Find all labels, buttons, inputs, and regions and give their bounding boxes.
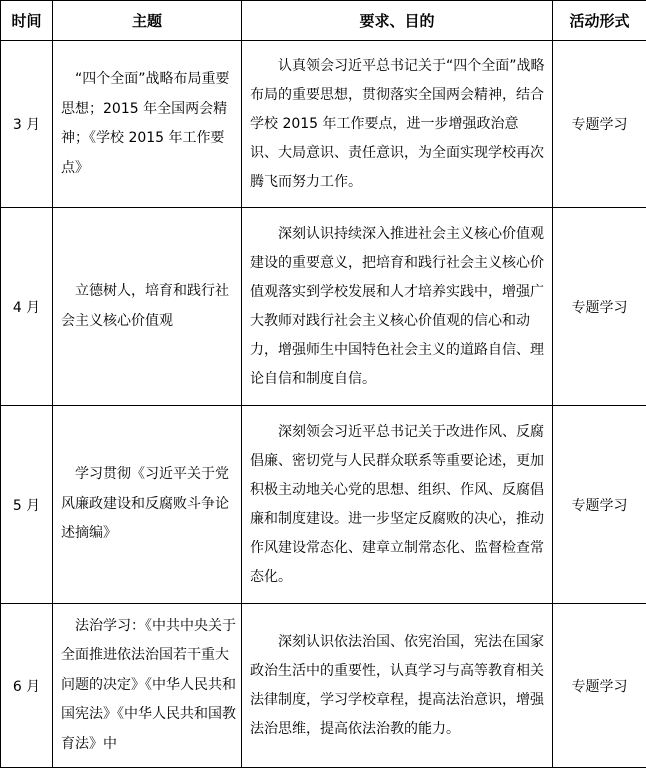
requirement-text: 认真领会习近平总书记关于“四个全面”战略布局的重要思想，贯彻落实全国两会精神，结合学校 2015 年工作要点，进一步增强政治意识、大局意识、责任意识，为全面实现学校再次腾飞而努力工作。 <box>242 52 552 197</box>
requirement-cell <box>242 41 553 208</box>
topic-text: 法治学习：《中共中央关于全面推进依法治国若干重大问题的决定》《中华人民共和国宪法》《中华人民共和国教育法》中 <box>53 612 241 760</box>
topic-text: 立德树人，培育和践行社会主义核心价值观 <box>53 277 241 336</box>
topic-cell <box>53 208 242 406</box>
header-time: 时间 <box>1 1 53 41</box>
requirement-cell <box>242 208 553 406</box>
requirement-cell <box>242 604 553 768</box>
topic-cell <box>53 406 242 604</box>
header-row <box>1 1 646 41</box>
form-cell: 专题学习 <box>553 406 646 604</box>
table-row <box>1 604 646 768</box>
form-cell: 专题学习 <box>553 604 646 768</box>
time-cell: 6 月 <box>1 604 53 768</box>
form-cell: 专题学习 <box>553 41 646 208</box>
requirement-text: 深刻认识依法治国、依宪治国，宪法在国家政治生活中的重要性，认真学习与高等教育相关法律制度，学习学校章程，提高法治意识，增强法治思维，提高依法治教的能力。 <box>242 628 552 744</box>
topic-text: “四个全面”战略布局重要思想；2015 年全国两会精神；《学校 2015 年工作要点》 <box>53 65 241 183</box>
table-row <box>1 41 646 208</box>
topic-cell <box>53 604 242 768</box>
topic-text: 学习贯彻《习近平关于党风廉政建设和反腐败斗争论述摘编》 <box>53 460 241 549</box>
header-form: 活动形式 <box>553 1 646 41</box>
header-requirement: 要求、目的 <box>242 1 553 41</box>
time-cell: 3 月 <box>1 41 53 208</box>
requirement-text: 深刻领会习近平总书记关于改进作风、反腐倡廉、密切党与人民群众联系等重要论述，更加积极主动地关心党的思想、组织、作风、反腐倡廉和制度建设。进一步坚定反腐败的决心，推动作风建设常态化、建章立制常态化、监督检查常态化。 <box>242 418 552 592</box>
time-cell: 5 月 <box>1 406 53 604</box>
time-cell: 4 月 <box>1 208 53 406</box>
table-row <box>1 208 646 406</box>
table-row <box>1 406 646 604</box>
form-cell: 专题学习 <box>553 208 646 406</box>
requirement-cell <box>242 406 553 604</box>
requirement-text: 深刻认识持续深入推进社会主义核心价值观建设的重要意义，把培育和践行社会主义核心价值观落实到学校发展和人才培养实践中，增强广大教师对践行社会主义核心价值观的信心和动力，增强师生中国特色社会主义的道路自信、理论自信和制度自信。 <box>242 220 552 394</box>
topic-cell <box>53 41 242 208</box>
header-topic: 主题 <box>53 1 242 41</box>
